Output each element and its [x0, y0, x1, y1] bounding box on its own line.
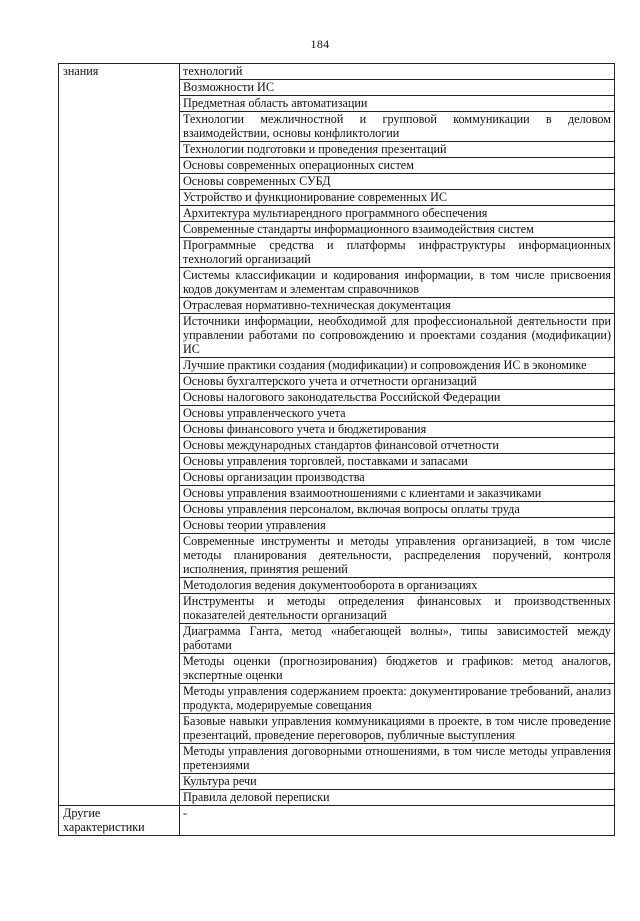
requirement-item: Устройство и функционирование современных ИС: [180, 190, 615, 206]
requirement-item: -: [180, 806, 615, 836]
requirement-item: Основы современных СУБД: [180, 174, 615, 190]
requirement-item: Методы оценки (прогнозирования) бюджетов и графиков: метод аналогов, экспертные оценки: [180, 654, 615, 684]
requirement-item: Основы международных стандартов финансовой отчетности: [180, 438, 615, 454]
requirement-item: Основы налогового законодательства Российской Федерации: [180, 390, 615, 406]
requirement-item: Источники информации, необходимой для профессиональной деятельности при управлении работами по сопровождению и проектами создания (модификации) ИС: [180, 314, 615, 358]
requirement-item: Основы управления торговлей, поставками и запасами: [180, 454, 615, 470]
requirements-table-body: [59, 64, 615, 836]
requirement-item: Правила деловой переписки: [180, 790, 615, 806]
requirement-item: Технологии межличностной и групповой коммуникации в деловом взаимодействии, основы конфликтологии: [180, 112, 615, 142]
requirement-item: Системы классификации и кодирования информации, в том числе присвоения кодов документам и элементам справочников: [180, 268, 615, 298]
section-label: знания: [59, 64, 180, 806]
requirement-item: Программные средства и платформы инфраструктуры информационных технологий организаций: [180, 238, 615, 268]
requirement-item: Современные инструменты и методы управления организацией, в том числе методы планирования деятельности, распределения поручений, контроля исполнения, принятия решений: [180, 534, 615, 578]
requirement-item: Основы теории управления: [180, 518, 615, 534]
requirement-item: Диаграмма Ганта, метод «набегающей волны», типы зависимостей между работами: [180, 624, 615, 654]
requirement-item: Основы финансового учета и бюджетирования: [180, 422, 615, 438]
requirement-item: Технологии подготовки и проведения презентаций: [180, 142, 615, 158]
table-row: [59, 806, 615, 836]
requirement-item: технологий: [180, 64, 615, 80]
requirement-item: Инструменты и методы определения финансовых и производственных показателей деятельности организаций: [180, 594, 615, 624]
requirements-table: [58, 63, 615, 836]
requirement-item: Основы управленческого учета: [180, 406, 615, 422]
requirement-item: Архитектура мультиарендного программного обеспечения: [180, 206, 615, 222]
page-number: 184: [310, 37, 330, 51]
requirement-item: Основы современных операционных систем: [180, 158, 615, 174]
section-label: Другие характеристики: [59, 806, 180, 836]
requirement-item: Основы организации производства: [180, 470, 615, 486]
requirement-item: Основы бухгалтерского учета и отчетности организаций: [180, 374, 615, 390]
requirement-item: Методы управления содержанием проекта: документирование требований, анализ продукта, модерируемые совещания: [180, 684, 615, 714]
requirement-item: Методы управления договорными отношениями, в том числе методы управления претензиями: [180, 744, 615, 774]
requirement-item: Культура речи: [180, 774, 615, 790]
requirement-item: Лучшие практики создания (модификации) и сопровождения ИС в экономике: [180, 358, 615, 374]
requirement-item: Предметная область автоматизации: [180, 96, 615, 112]
requirement-item: Основы управления взаимоотношениями с клиентами и заказчиками: [180, 486, 615, 502]
table-row: [59, 64, 615, 80]
requirement-item: Отраслевая нормативно-техническая документация: [180, 298, 615, 314]
requirement-item: Современные стандарты информационного взаимодействия систем: [180, 222, 615, 238]
requirement-item: Возможности ИС: [180, 80, 615, 96]
requirement-item: Методология ведения документооборота в организациях: [180, 578, 615, 594]
requirement-item: Основы управления персоналом, включая вопросы оплаты труда: [180, 502, 615, 518]
requirement-item: Базовые навыки управления коммуникациями в проекте, в том числе проведение презентаций, проведение переговоров, публичные выступления: [180, 714, 615, 744]
